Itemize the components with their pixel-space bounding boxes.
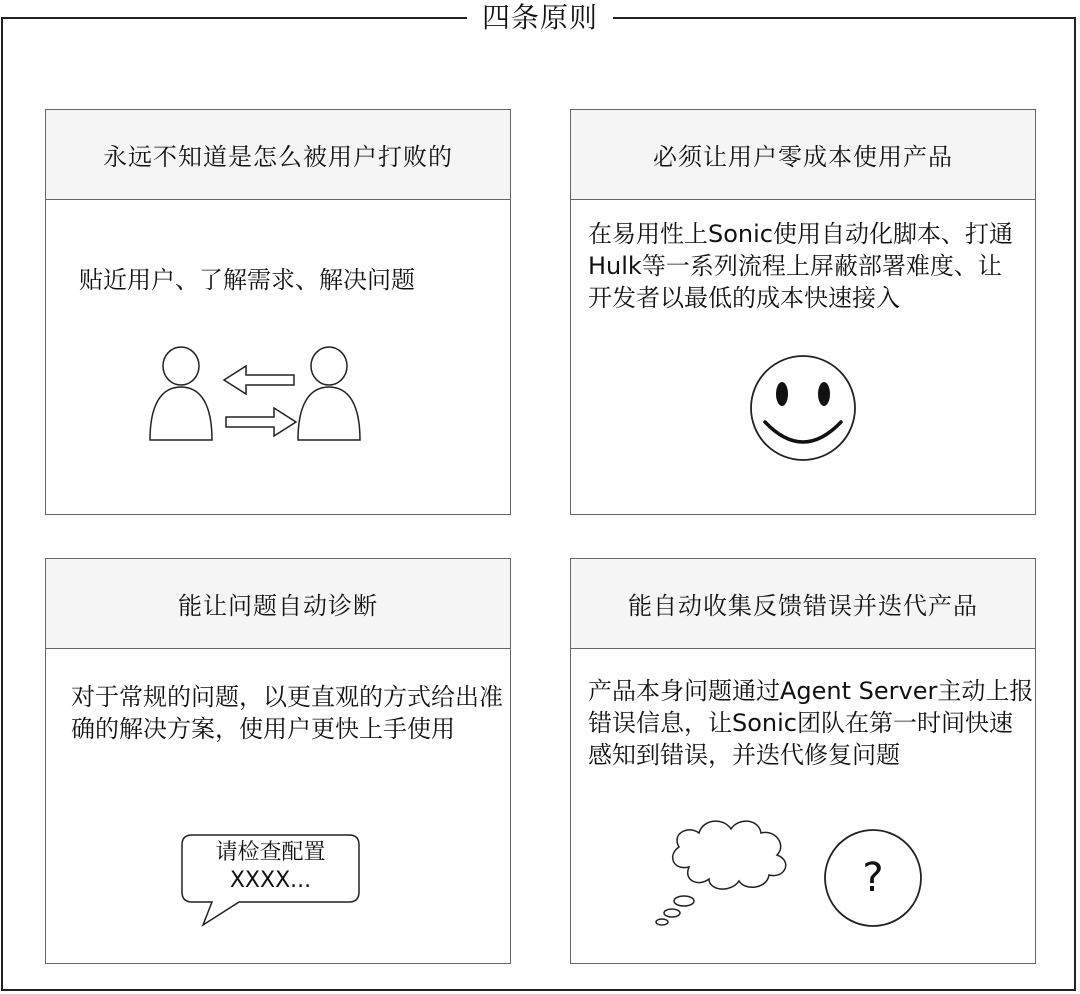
card-text: 对于常规的问题，以更直观的方式给出准确的解决方案，使用户更快上手使用 (71, 683, 503, 743)
arrow-right-icon (226, 408, 296, 436)
speech-bubble-text (182, 839, 359, 895)
smiley-face-icon (571, 200, 1036, 515)
card-feedback-iteration (570, 558, 1036, 964)
card-heading: 永远不知道是怎么被用户打败的 (45, 109, 511, 199)
bubble-line-1: 请检查配置 (215, 840, 326, 865)
bubble-line-2: XXXX... (229, 868, 312, 893)
thought-cloud-icon (571, 649, 1036, 964)
user-right-icon (298, 347, 360, 440)
question-mark: ? (862, 855, 884, 901)
card-heading: 能让问题自动诊断 (45, 558, 511, 648)
card-body (570, 648, 1036, 964)
card-text: 产品本身问题通过Agent Server主动上报错误信息，让Sonic团队在第一时间快速感知到错误，并迭代修复问题 (588, 677, 1034, 769)
card-text: 贴近用户、了解需求、解决问题 (79, 266, 415, 294)
card-zero-cost (570, 109, 1036, 515)
card-heading: 必须让用户零成本使用产品 (570, 109, 1036, 199)
card-user-first (45, 109, 511, 515)
card-body (45, 648, 511, 964)
card-heading: 能自动收集反馈错误并迭代产品 (570, 558, 1036, 648)
card-body (45, 199, 511, 515)
diagram-title: 四条原则 (467, 0, 613, 36)
user-exchange-illustration (46, 200, 511, 515)
card-body (570, 199, 1036, 515)
arrow-left-icon (224, 366, 294, 394)
user-left-icon (150, 347, 212, 440)
speech-bubble-icon (46, 649, 511, 964)
card-text: 在易用性上Sonic使用自动化脚本、打通Hulk等一系列流程上屏蔽部署难度、让开发者以最低的成本快速接入 (588, 220, 1013, 312)
card-auto-diagnosis (45, 558, 511, 964)
